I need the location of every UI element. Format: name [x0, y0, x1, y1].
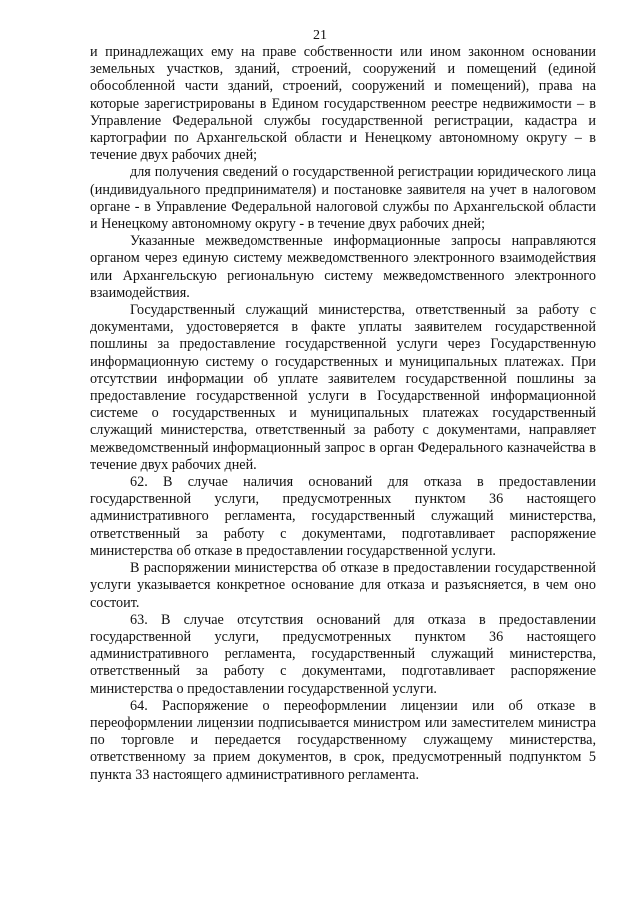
paragraph-item-62: 62. В случае наличия оснований для отказа в предоставлении государственной услуги, предусмотренных пунктом 36 настоящего административного регламента, государственный служащий министерства, ответственный за работу с документами, подготавливает распоряжение министерства об отказе в предоставлении государственной услуги. — [90, 474, 596, 559]
paragraph-tax-registration-request: для получения сведений о государственной регистрации юридического лица (индивидуального предпринимателя) и постановке заявителя на учет в налоговом органе - в Управление Федеральной налоговой службы по Архангельской области и Ненецкому автономному округу - в течение двух рабочих дней; — [90, 164, 596, 233]
paragraph-state-fee-check: Государственный служащий министерства, ответственный за работу с документами, удостоверяется в факте уплаты заявителем государственной пошлины за предоставление государственной услуги через Государственную информационную систему о государственных и муниципальных платежах. При отсутствии информации об уплате заявителем государственной пошлины за предоставление государственной услуги в Государственной информационной системе о государственных и муниципальных платежах государственный служащий министерства, ответственный за работу с документами, направляет межведомственный информационный запрос в орган Федерального казначейства в течение двух рабочих дней. — [90, 302, 596, 473]
paragraph-refusal-grounds: В распоряжении министерства об отказе в предоставлении государственной услуги указывается конкретное основание для отказа и разъясняется, в чем оно состоит. — [90, 560, 596, 611]
paragraph-interagency-requests: Указанные межведомственные информационные запросы направляются органом через единую систему межведомственного электронного взаимодействия или Архангельскую региональную систему межведомственного электронного взаимодействия. — [90, 233, 596, 301]
page-number: 21 — [313, 28, 327, 43]
paragraph-item-63: 63. В случае отсутствия оснований для отказа в предоставлении государственной услуги, предусмотренных пунктом 36 настоящего административного регламента, государственный служащий министерства, ответственный за работу с документами, подготавливает распоряжение министерства о предоставлении государственной услуги. — [90, 611, 596, 697]
paragraph-continuation: и принадлежащих ему на праве собственности или ином законном основании земельных участков, зданий, строений, сооружений и помещений (единой обособленной части зданий, строений, сооружений и помещений), права на которые зарегистрированы в Едином государственном реестре недвижимости – в Управление Федеральной службы государственной регистрации, кадастра и картографии по Архангельской области и Ненецкому автономному округу – в течение двух рабочих дней; — [90, 44, 596, 164]
body-text — [90, 44, 596, 784]
paragraph-item-64: 64. Распоряжение о переоформлении лицензии или об отказе в переоформлении лицензии подписывается министром или заместителем министра по торговле и передается государственному служащему министерства, ответственному за прием документов, в срок, предусмотренный подпунктом 5 пункта 33 настоящего административного регламента. — [90, 697, 596, 783]
